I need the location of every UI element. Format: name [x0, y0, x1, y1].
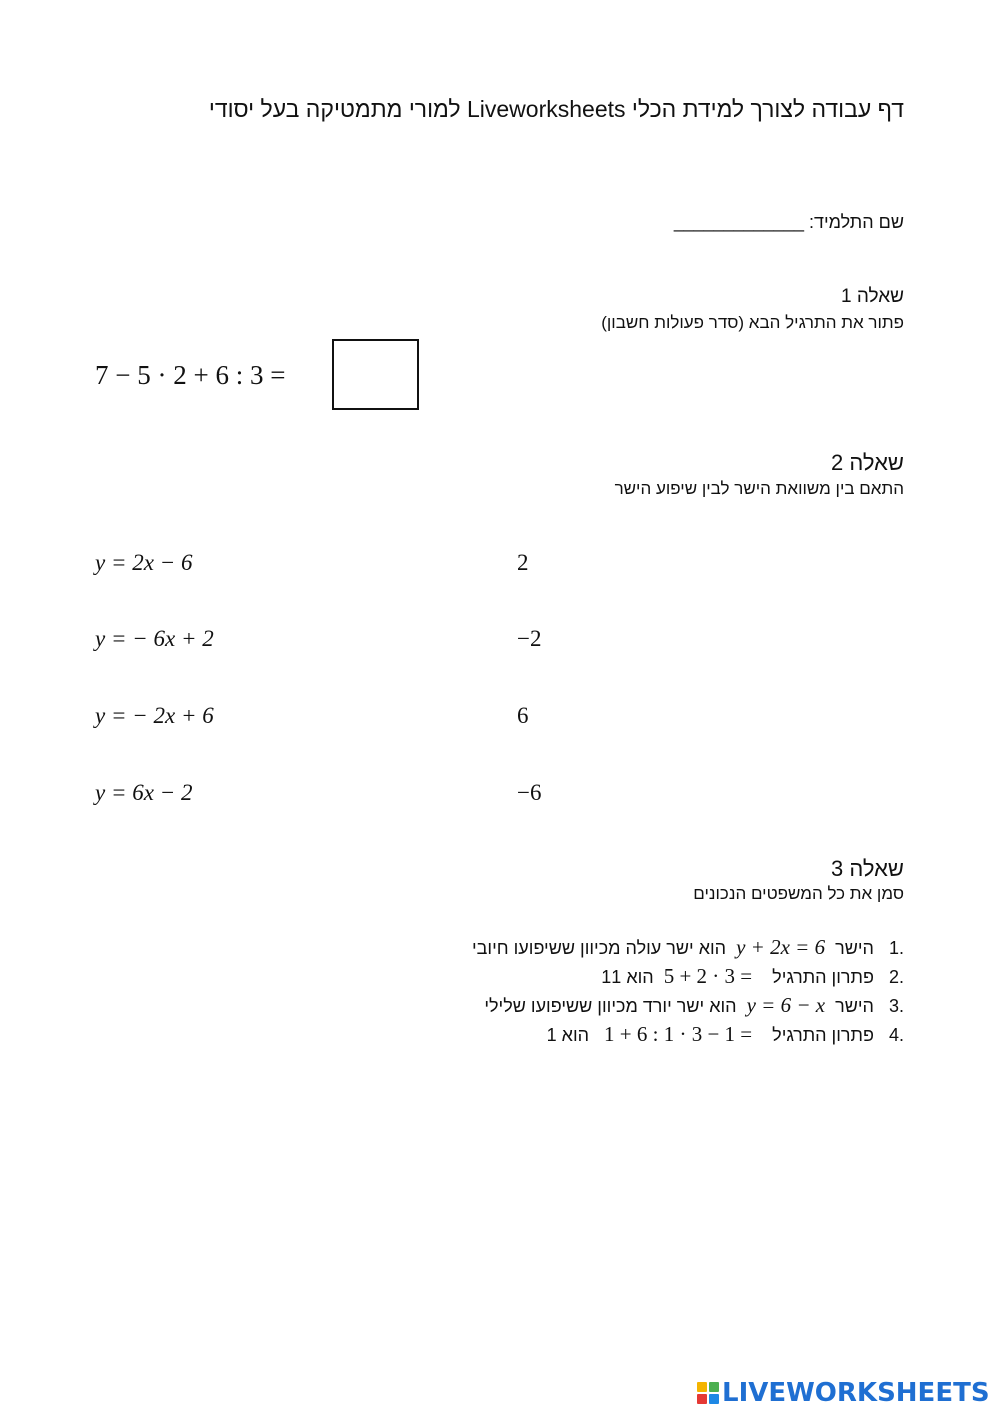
q3-statement-1[interactable] [472, 935, 904, 960]
q2-slope[interactable]: −2 [517, 626, 542, 651]
statement-math: 5 + 2 · 3 = [663, 964, 753, 988]
liveworksheets-logo [697, 1376, 990, 1410]
q2-equation[interactable]: y = − 2x + 6 [95, 703, 214, 728]
q2-instruction: התאם בין משוואת הישר לבין שיפוע הישר [614, 479, 904, 498]
statement-text: הוא 1 [546, 1025, 590, 1045]
q1-expression: 7 − 5 · 2 + 6 : 3 = [95, 360, 286, 390]
statement-number: .2 [888, 967, 904, 987]
q2-equation[interactable]: y = − 6x + 2 [95, 626, 214, 651]
statement-number: .1 [888, 938, 904, 958]
q3-statement-2[interactable] [601, 964, 904, 989]
q1-instruction: פתור את התרגיל הבא (סדר פעולות חשבון) [601, 313, 904, 332]
logo-mark-icon [697, 1382, 719, 1404]
statement-text: הוא 11 [601, 967, 654, 987]
statement-text: הוא ישר יורד מכיוון ששיפועו שלילי [484, 996, 737, 1016]
logo-square [697, 1382, 707, 1392]
logo-square [709, 1382, 719, 1392]
statement-text: פתרון התרגיל [772, 1025, 874, 1045]
page-title: דף עבודה לצורך למידת הכלי Liveworksheets למורי מתמטיקה בעל יסודי [208, 96, 904, 122]
statement-number: .4 [888, 1025, 904, 1045]
q2-slope[interactable]: −6 [517, 780, 542, 805]
student-name-label: שם התלמיד: _____________ [673, 212, 904, 232]
logo-square [697, 1394, 707, 1404]
logo-square [709, 1394, 719, 1404]
statement-number: .3 [888, 996, 904, 1016]
statement-math: 1 + 6 : 1 · 3 − 1 = [604, 1022, 753, 1046]
q3-instruction: סמן את כל המשפטים הנכונים [693, 884, 904, 903]
statement-text: הישר [835, 938, 874, 958]
q1-heading: שאלה 1 [840, 286, 904, 307]
q2-slope[interactable]: 6 [517, 703, 529, 728]
q3-statement-3[interactable] [484, 993, 904, 1018]
q2-heading: שאלה 2 [831, 450, 904, 475]
statement-math: y + 2x = 6 [736, 935, 826, 959]
q2-slope[interactable]: 2 [517, 550, 529, 575]
q3-heading: שאלה 3 [831, 856, 904, 881]
statement-text: הוא ישר עולה מכיוון ששיפועו חיובי [471, 938, 727, 958]
statement-text: פתרון התרגיל [772, 967, 874, 987]
logo-text: LIVEWORKSHEETS [722, 1378, 990, 1408]
statement-math: y = 6 − x [746, 993, 826, 1017]
q1-answer-box[interactable] [332, 339, 419, 410]
q2-equation[interactable]: y = 6x − 2 [95, 780, 193, 805]
statement-text: הישר [835, 996, 874, 1016]
q2-equation[interactable]: y = 2x − 6 [95, 550, 193, 575]
q3-statement-4[interactable] [547, 1022, 904, 1047]
